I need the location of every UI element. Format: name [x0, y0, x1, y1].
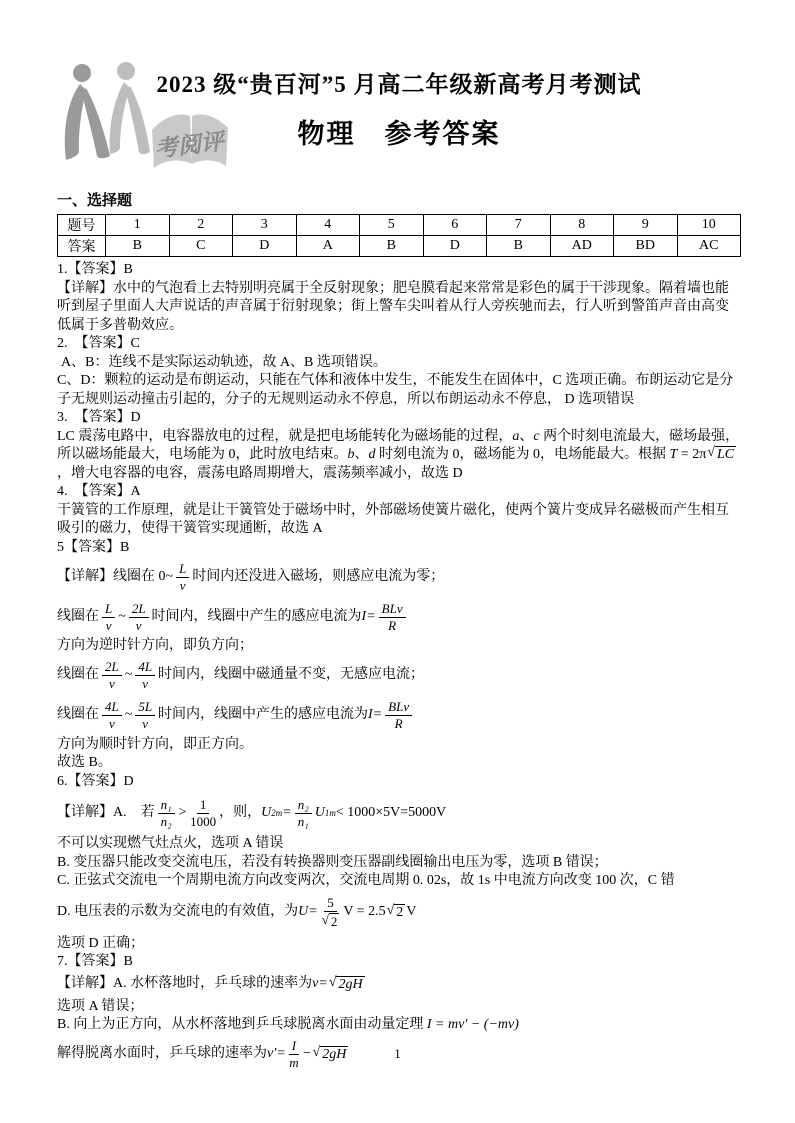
answer-table — [57, 214, 741, 257]
q6-line2: 不可以实现燃气灶点火，选项 A 错误 — [57, 836, 284, 852]
q3-detail: LC 震荡电路中，电容器放电的过程，就是把电场能转化为磁场能的过程，a、c 两个时刻电流最大，磁场最强，所以磁场能最大，电场能为 0，此时放电结束。b、d 时刻电流为 0，磁场能为 0，电场能最大。根据 T = 2π √ LC ，增大电容器的电容，震荡电路周期增大，震荡频率减小，故选 D — [57, 428, 740, 481]
q5-line7: 故选 B。 — [57, 755, 112, 771]
q5-line5: 线圈在 $\frac{4L}{v}$ ~ $\frac{5L}{v}$ 时间内，线圈中产生的感应电流为 I = $\frac{\text{BLv}}{R}$ — [57, 696, 741, 736]
q6-line5: D. 电压表的示数为交流电的有效值，为 U = 5 √ 2 V = 2.5 √ 2 V — [57, 895, 417, 929]
fraction-L-v: $\frac{L}{v}$ — [176, 562, 189, 592]
qnum-cell: 5 — [360, 215, 424, 236]
q2-line1: A、B：连线不是实际运动轨迹，故 A、B 选项错误。 — [61, 354, 387, 370]
var-U1m: U — [314, 804, 325, 820]
var-c: c — [533, 428, 540, 444]
qnum-cell: 1 — [106, 215, 170, 236]
sqrt-2gH: √ 2gH — [312, 1044, 347, 1062]
sqrt-sign: √ — [707, 445, 715, 460]
table-row-answers — [58, 236, 741, 257]
sqrt-LC: √ LC — [707, 445, 735, 462]
q7-line1: 【详解】A. 水杯落地时，乒乓球的速率为 v = √ 2gH — [57, 972, 741, 998]
answer-cell: C — [169, 236, 233, 257]
qnum-cell: 8 — [550, 215, 614, 236]
q6-line6: 选项 D 正确； — [57, 935, 145, 951]
q5-line6: 方向为顺时针方向，即正方向。 — [57, 736, 253, 752]
var-T: T — [669, 447, 678, 463]
q5-line2: 线圈在 $\frac{L}{v}$ ~ $\frac{2L}{v}$ 时间内，线圈中产生的感应电流为 I = $\frac{\text{BLv}}{R}$ — [57, 597, 741, 637]
row-label-numbers: 题号 — [58, 215, 106, 236]
sqrt-2gH: √ 2gH — [328, 974, 363, 992]
q6-line3: B. 变压器只能改变交流电压，若没有转换器则变压器副线圈输出电压为零，选项 B 错误； — [57, 854, 608, 870]
qnum-cell: 2 — [169, 215, 233, 236]
fraction-1-1000: $\frac{1}{1000}$ — [190, 796, 217, 829]
fraction-5L-v: $\frac{5L}{v}$ — [135, 700, 155, 730]
var-a: a — [512, 428, 520, 444]
q5-answer-line: 5【答案】B — [57, 539, 130, 555]
watermark-text: 考阅评 — [153, 128, 226, 162]
answer-cell: A — [296, 236, 360, 257]
q5-line4: 线圈在 $\frac{2L}{v}$ ~ $\frac{4L}{v}$ 时间内，线圈中磁通量不变，无感应电流； — [57, 659, 425, 692]
subject-title: 物理 参考答案 — [297, 119, 501, 149]
impulse-formula: I = mv′ − (−mv) — [426, 1017, 519, 1033]
q1-answer-line: 1.【答案】B — [57, 262, 133, 277]
q7-line4: 解得脱离水面时，乒乓球的速率为 v′ = $\frac{I}{m}$ − √ 2gH — [57, 1038, 347, 1071]
exam-title: 2023 级“贵百河”5 月高二年级新高考月考测试 — [156, 72, 642, 97]
var-I: I — [368, 707, 373, 723]
answer-cell: D — [233, 236, 297, 257]
q7-line2: 选项 A 错误； — [57, 998, 144, 1014]
row-label-answers: 答案 — [58, 236, 106, 257]
q5-line3: 方向为逆时针方向，即负方向； — [57, 638, 253, 654]
section-heading: 一、选择题 — [57, 192, 133, 209]
var-U: U — [298, 904, 309, 920]
var-U2m: U — [261, 804, 272, 820]
explanations — [57, 261, 741, 1075]
qnum-cell: 10 — [677, 215, 741, 236]
fraction-BLv-R: $\frac{\text{BLv}}{R}$ — [385, 700, 412, 730]
q7-line3: B. 向上为正方向，从水杯落地到乒乓球脱离水面由动量定理 I = mv′ − (−mv) — [57, 1017, 519, 1033]
qnum-cell: 9 — [614, 215, 678, 236]
fraction-n1-n2: $\frac{\text{n₁}}{\text{n₂}}$ — [158, 798, 175, 828]
q4-detail: 干簧管的工作原理，就是让干簧管处于磁场中时，外部磁场使簧片磁化，使两个簧片变成异名磁极而产生相互吸引的磁力，使得干簧管实现通断，故选 A — [57, 502, 729, 537]
q2-answer-line: 2. 【答案】C — [57, 336, 140, 351]
q3-answer-line: 3. 【答案】D — [57, 410, 141, 425]
fraction-L-v: $\frac{L}{v}$ — [102, 602, 115, 632]
var-v: v — [312, 976, 319, 992]
answer-cell: AD — [550, 236, 614, 257]
var-I: I — [361, 608, 367, 624]
qnum-cell: 3 — [233, 215, 297, 236]
q1-detail: 【详解】水中的气泡看上去特别明亮属于全反射现象；肥皂膜看起来常常是彩色的属于干涉现象。隔着墙也能听到屋子里面人大声说话的声音属于衍射现象；街上警车尖叫着从行人旁疾驰而去，行人听到警笛声音由高变低属于多普勒效应。 — [57, 280, 729, 333]
q6-line4: C. 正弦式交流电一个周期电流方向改变两次，交流电周期 0. 02s，故 1s 中电流方向改变 100 次，C 错 — [57, 873, 675, 889]
fraction-5-sqrt2: 5 √ 2 — [321, 895, 338, 929]
qnum-cell: 6 — [423, 215, 487, 236]
q6-answer-line: 6.【答案】D — [57, 773, 134, 789]
var-b: b — [347, 447, 355, 463]
qnum-cell: 4 — [296, 215, 360, 236]
q7-answer-line: 7.【答案】B — [57, 954, 133, 970]
page-number: 1 — [394, 1046, 401, 1061]
fraction-2L-v: $\frac{2L}{v}$ — [129, 602, 149, 632]
fraction-4L-v: $\frac{4L}{v}$ — [135, 660, 155, 690]
answer-cell: BD — [614, 236, 678, 257]
var-v-prime: v′ — [267, 1046, 277, 1062]
header — [57, 66, 741, 151]
var-d: d — [368, 447, 376, 463]
q5-line1: 【详解】线圈在 0~ $\frac{L}{v}$ 时间内还没进入磁场，则感应电流为零； — [57, 560, 445, 593]
answer-cell: B — [106, 236, 170, 257]
table-row-numbers — [58, 215, 741, 236]
answer-cell: B — [360, 236, 424, 257]
sqrt-2: √ 2 — [386, 902, 404, 920]
fraction-n2-n1: $\frac{\text{n₂}}{\text{n₁}}$ — [295, 798, 312, 828]
answer-cell: AC — [677, 236, 741, 257]
answer-cell: B — [487, 236, 551, 257]
q4-answer-line: 4. 【答案】A — [57, 484, 141, 500]
fraction-4L-v: $\frac{4L}{v}$ — [102, 700, 122, 730]
q2-line2: C、D：颗粒的运动是布朗运动，只能在气体和液体中发生，不能发生在固体中，C 选项正确。布朗运动它是分子无规则运动撞击引起的，分子的无规则运动永不停息，所以布朗运动永不停息， D 选项错误 — [57, 373, 734, 407]
fraction-2L-v: $\frac{2L}{v}$ — [102, 660, 122, 690]
qnum-cell: 7 — [487, 215, 551, 236]
fraction-BLv-R: $\frac{\text{BLv}}{R}$ — [379, 602, 406, 632]
q6-line1: 【详解】A. 若 $\frac{\text{n₁}}{\text{n₂}}$ > $\frac{1}{1000}$ ，则， U 2m = $\frac{\text{n₂}}{\text{n₁}}$ U 1m < 1000×5V=5000V — [57, 796, 447, 829]
answer-cell: D — [423, 236, 487, 257]
fraction-I-m: $\frac{I}{m}$ — [289, 1038, 299, 1071]
